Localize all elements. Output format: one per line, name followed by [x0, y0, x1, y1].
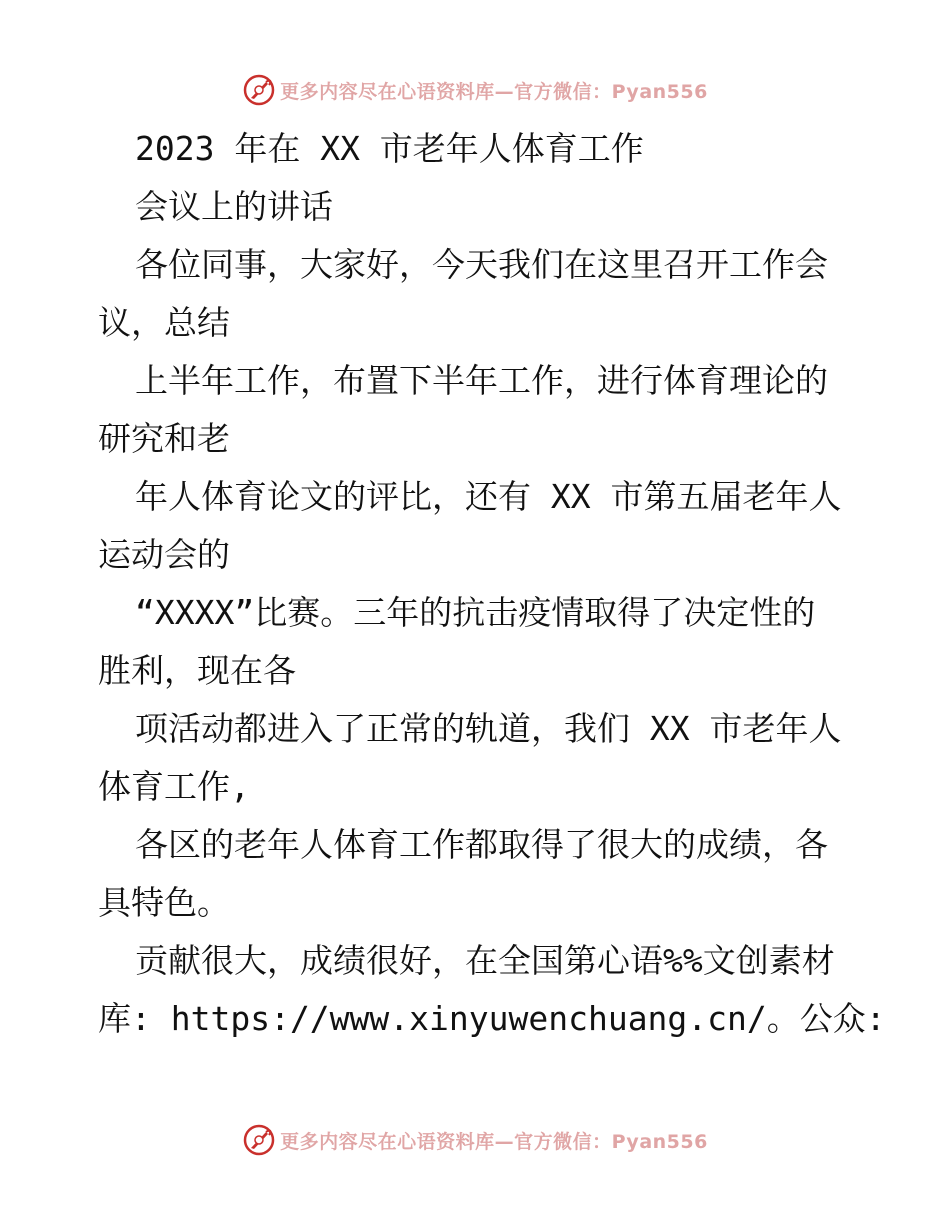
footer-watermark	[0, 1120, 950, 1160]
watermark-text: 更多内容尽在心语资料库—官方微信：Pyan556	[280, 1130, 708, 1153]
quill-logo-icon	[242, 1123, 276, 1157]
paragraph-line: 各区的老年人体育工作都取得了很大的成绩，各	[135, 825, 828, 864]
paragraph-line: 年人体育论文的评比，还有 XX 市第五届老年人	[135, 477, 842, 516]
title-line-1: 2023 年在 XX 市老年人体育工作	[135, 129, 644, 168]
paragraph-line: 研究和老	[98, 419, 230, 458]
paragraph-line: 库: https://www.xinyuwenchuang.cn/。公众:	[98, 999, 886, 1038]
paragraph-line: “XXXX”比赛。三年的抗击疫情取得了决定性的	[135, 593, 816, 632]
watermark-text: 更多内容尽在心语资料库—官方微信：Pyan556	[280, 80, 708, 103]
paragraph-line: 运动会的	[98, 535, 230, 574]
paragraph-line: 议，总结	[98, 303, 230, 342]
paragraph-line: 具特色。	[98, 883, 230, 922]
paragraph-line: 体育工作,	[98, 767, 250, 806]
paragraph-line: 贡献很大，成绩很好，在全国第心语%%文创素材	[135, 941, 835, 980]
quill-logo-icon	[242, 73, 276, 107]
header-watermark	[0, 70, 950, 110]
paragraph-line: 上半年工作，布置下半年工作，进行体育理论的	[135, 361, 828, 400]
title-line-2: 会议上的讲话	[135, 187, 333, 226]
document-body	[98, 120, 886, 1048]
paragraph-line: 胜利，现在各	[98, 651, 296, 690]
paragraph-line: 各位同事，大家好，今天我们在这里召开工作会	[135, 245, 828, 284]
paragraph-line: 项活动都进入了正常的轨道，我们 XX 市老年人	[135, 709, 842, 748]
